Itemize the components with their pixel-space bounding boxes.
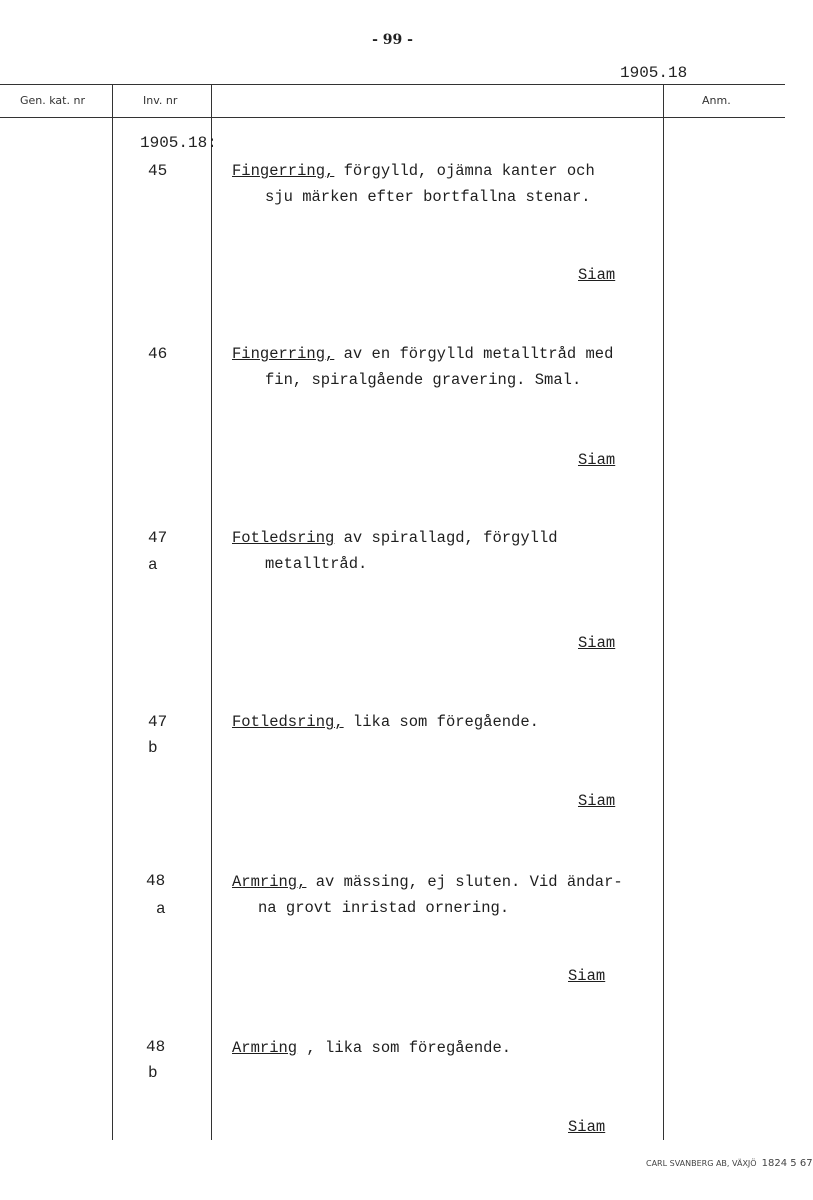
entry-description-line2: metalltråd.: [265, 555, 368, 573]
entry-number: 45: [148, 162, 168, 180]
catalog-code: 1905.18: [620, 64, 688, 82]
entry-description-rest: av mässing, ej sluten. Vid ändar-: [306, 873, 623, 891]
entry-description-line1: [232, 1039, 511, 1057]
entry-keyword: Fotledsring,: [232, 713, 344, 731]
entry-number: 47: [148, 713, 168, 731]
printer-imprint: [646, 1158, 813, 1169]
column-header-inv-nr: Inv. nr: [143, 94, 178, 107]
column-header-anm: Anm.: [702, 94, 731, 107]
entry-keyword: Armring,: [232, 873, 307, 891]
column-divider-text-anm: [663, 84, 664, 1140]
entry-description-line1: [232, 345, 613, 363]
entry-keyword: Fingerring,: [232, 162, 335, 180]
entry-description-line2: na grovt inristad ornering.: [258, 899, 510, 917]
group-code: 1905.18:: [140, 134, 217, 152]
entry-description-rest: , lika som föregående.: [297, 1039, 512, 1057]
entry-keyword: Fotledsring: [232, 529, 335, 547]
entry-description-rest: förgylld, ojämna kanter och: [334, 162, 595, 180]
entry-signature: Siam: [568, 967, 606, 985]
entry-description-line2: sju märken efter bortfallna stenar.: [265, 188, 591, 206]
entry-description-rest: av en förgylld metalltråd med: [334, 345, 614, 363]
entry-description-line2: fin, spiralgående gravering. Smal.: [265, 371, 582, 389]
entry-description-line1: [232, 713, 539, 731]
entry-suffix: a: [156, 900, 166, 918]
page-number: - 99 -: [372, 32, 413, 48]
entry-suffix: b: [148, 739, 158, 757]
column-header-gen-kat-nr: Gen. kat. nr: [20, 94, 85, 107]
header-top-rule: [0, 84, 785, 85]
entry-description-line1: [232, 162, 595, 180]
entry-keyword: Armring: [232, 1039, 298, 1057]
entry-keyword: Fingerring,: [232, 345, 335, 363]
entry-signature: Siam: [578, 266, 616, 284]
entry-signature: Siam: [578, 634, 616, 652]
form-code: 1824 5 67: [761, 1158, 813, 1169]
column-divider-gen-inv: [112, 84, 113, 1140]
entry-description-rest: av spirallagd, förgylld: [334, 529, 558, 547]
entry-number: 46: [148, 345, 168, 363]
entry-signature: Siam: [578, 792, 616, 810]
entry-number: 48: [146, 1038, 166, 1056]
entry-number: 47: [148, 529, 168, 547]
entry-suffix: a: [148, 556, 158, 574]
column-divider-inv-text: [211, 84, 212, 1140]
entry-description-line1: [232, 873, 623, 891]
entry-description-rest: lika som föregående.: [343, 713, 539, 731]
entry-signature: Siam: [568, 1118, 606, 1136]
entry-number: 48: [146, 872, 166, 890]
header-bottom-rule: [0, 117, 785, 118]
printer-name: CARL SVANBERG AB, VÄXJÖ: [646, 1159, 757, 1168]
entry-signature: Siam: [578, 451, 616, 469]
entry-suffix: b: [148, 1064, 158, 1082]
entry-description-line1: [232, 529, 558, 547]
